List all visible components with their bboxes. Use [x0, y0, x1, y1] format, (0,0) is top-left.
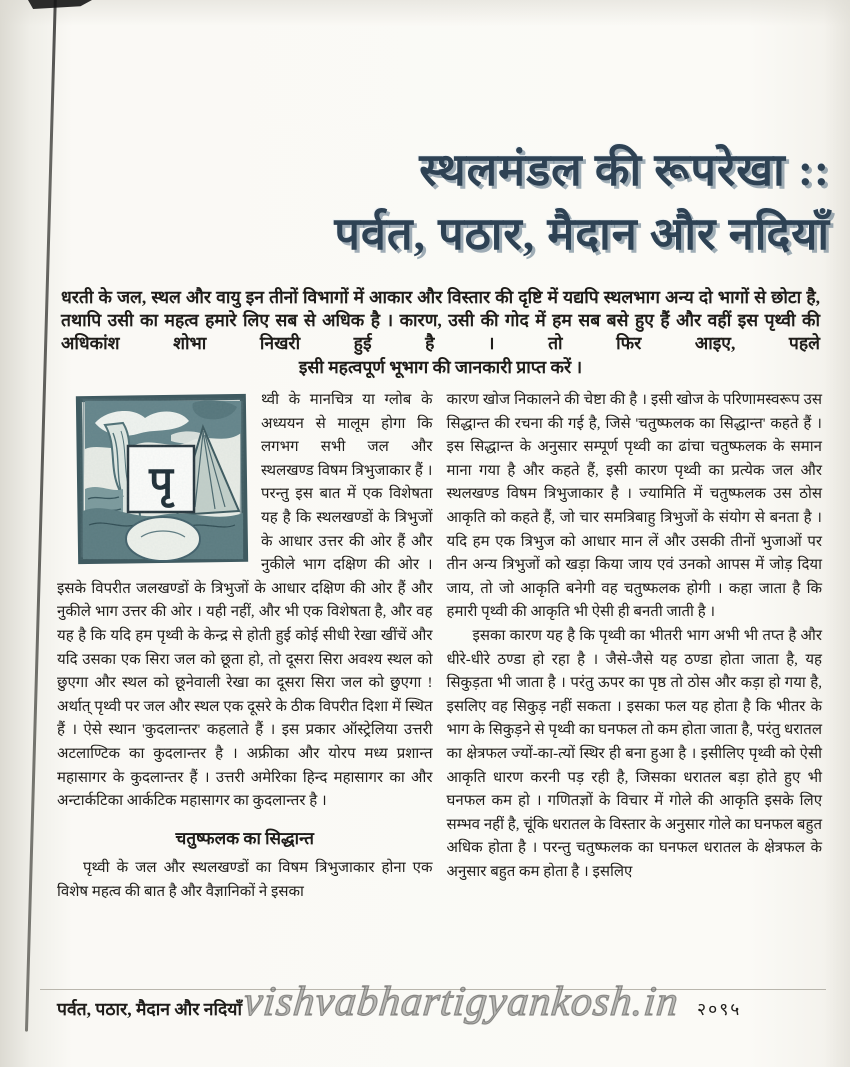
left-column-paragraph-2: पृथ्वी के जल और स्थलखण्डों का विषम त्रिभुजाकार होना एक विशेष महत्व की बात है और वैज्ञानिकों ने इसका	[57, 860, 433, 900]
woodcut-dropcap-illustration	[75, 391, 251, 569]
intro-paragraph-body: धरती के जल, स्थल और वायु इन तीनों विभागों में आकार और विस्तार की दृष्टि में यद्यपि स्थलभाग अन्य दो भागों से छोटा है, तथापि उसी का महत्व हमारे लिए सब से अधिक है । कारण, उसी की गोद में हम सब बसे हुए हैं और वहीं इस पृथ्वी की अधिकांश शोभा निखरी हुई है । तो फिर आइए, पहले	[61, 287, 820, 353]
right-column	[447, 389, 823, 904]
watermark-text: vishvabhartigyankosh.in	[241, 979, 682, 1025]
left-column-paragraph-1: थ्वी के मानचित्र या ग्लोब के अध्ययन से मालूम होगा कि लगभग सभी जल और स्थलखण्ड विषम त्रिभुजाकार हैं । परन्तु इस बात में एक विशेषता यह है कि स्थलखण्डों के त्रिभुजों के आधार उत्तर की ओर हैं और नुकीले भाग दक्षिण की ओर । इसके विपरीत जलखण्डों के त्रिभुजों के आधार दक्षिण की ओर हैं और नुकीले भाग उत्तर की ओर । यही नहीं, और भी एक विशेषता है, और वह यह है कि यदि हम पृथ्वी के केन्द्र से होती हुई कोई सीधी रेखा खींचें और यदि उसका एक सिरा जल को छूता हो, तो दूसरा सिरा अवश्य स्थल को छुएगा और स्थल को छूनेवाली रेखा का दूसरा सिरा जल को छुएगा ! अर्थात् पृथ्वी पर जल और स्थल एक दूसरे के ठीक विपरीत दिशा में स्थित हैं । ऐसे स्थान 'कुदलान्तर' कहलाते हैं । इस प्रकार ऑस्ट्रेलिया उत्तरी अटलाण्टिक का कुदलान्तर है । अफ्रीका और योरप मध्य प्रशान्त महासागर के कुदलान्तर हैं । उत्तरी अमेरिका हिन्द महासागर का और अन्टार्कटिका आर्कटिक महासागर का कुदलान्तर है ।	[57, 392, 433, 810]
scan-corner-artifact	[28, 0, 92, 9]
running-title: पर्वत, पठार, मैदान और नदियाँ	[57, 999, 242, 1019]
chapter-title-line2: पर्वत, पठार, मैदान और नदियाँ	[334, 209, 830, 259]
right-column-paragraph-1: कारण खोज निकालने की चेष्टा की है । इसी खोज के परिणामस्वरूप उस सिद्धान्त की रचना की गई है, जिसे 'चतुष्फलक का सिद्धान्त' कहते हैं । इस सिद्धान्त के अनुसार सम्पूर्ण पृथ्वी का ढांचा चतुष्फलक के समान माना गया है और कहते हैं, इसी कारण पृथ्वी का प्रत्येक जल और स्थलखण्ड विषम त्रिभुजाकार है । ज्यामिति में चतुष्फलक उस ठोस आकृति को कहते हैं, जो चार समत्रिबाहु त्रिभुजों के संयोग से बनता है । यदि हम एक त्रिभुज को आधार मान लें और उसकी तीनों भुजाओं पर तीन अन्य त्रिभुजों को खड़ा किया जाय एवं उनको आपस में जोड़ दिया जाय, तो जो आकृति बनेगी वह चतुष्फलक होगी । कहा जाता है कि हमारी पृथ्वी की आकृति भी ऐसी ही बनती जाती है ।	[446, 392, 822, 621]
chapter-title	[60, 138, 830, 266]
left-column	[57, 389, 433, 904]
page-gutter-scan-line	[25, 0, 57, 1032]
chapter-title-line1: स्थलमंडल की रूपरेखा ::	[419, 145, 830, 195]
page-number: २०९५	[697, 999, 742, 1019]
right-column-paragraph-2: इसका कारण यह है कि पृथ्वी का भीतरी भाग अभी भी तप्त है और धीरे-धीरे ठण्डा हो रहा है । जैसे-जैसे यह ठण्डा होता जाता है, यह सिकुड़ता भी जाता है । परंतु ऊपर का पृष्ठ तो ठोस और कड़ा हो गया है, इसलिए वह सिकुड़ नहीं सकता । इसका फल यह होता है कि भीतर के भाग के सिकुड़ने से पृथ्वी का घनफल तो कम होता जाता है, परंतु धरातल का क्षेत्रफल ज्यों-का-त्यों स्थिर ही बना हुआ है । इसीलिए पृथ्वी को ऐसी आकृति धारण करनी पड़ रही है, जिसका धरातल बड़ा होते हुए भी घनफल कम हो । गणितज्ञों के विचार में गोले की आकृति इसके लिए सम्भव नहीं है, चूंकि धरातल के विस्तार के अनुसार गोले का घनफल बहुत अधिक होता है । परन्तु चतुष्फलक का घनफल धरातल के क्षेत्रफल के अनुसार बहुत कम होता है । इसलिए	[446, 627, 822, 880]
two-column-text	[57, 389, 822, 904]
woodcut-vignette-icon	[75, 391, 251, 569]
intro-paragraph	[61, 286, 820, 379]
section-heading: चतुष्फलक का सिद्धान्त	[175, 828, 314, 848]
intro-paragraph-last-line: इसी महत्वपूर्ण भूभाग की जानकारी प्राप्त करें ।	[298, 357, 583, 377]
